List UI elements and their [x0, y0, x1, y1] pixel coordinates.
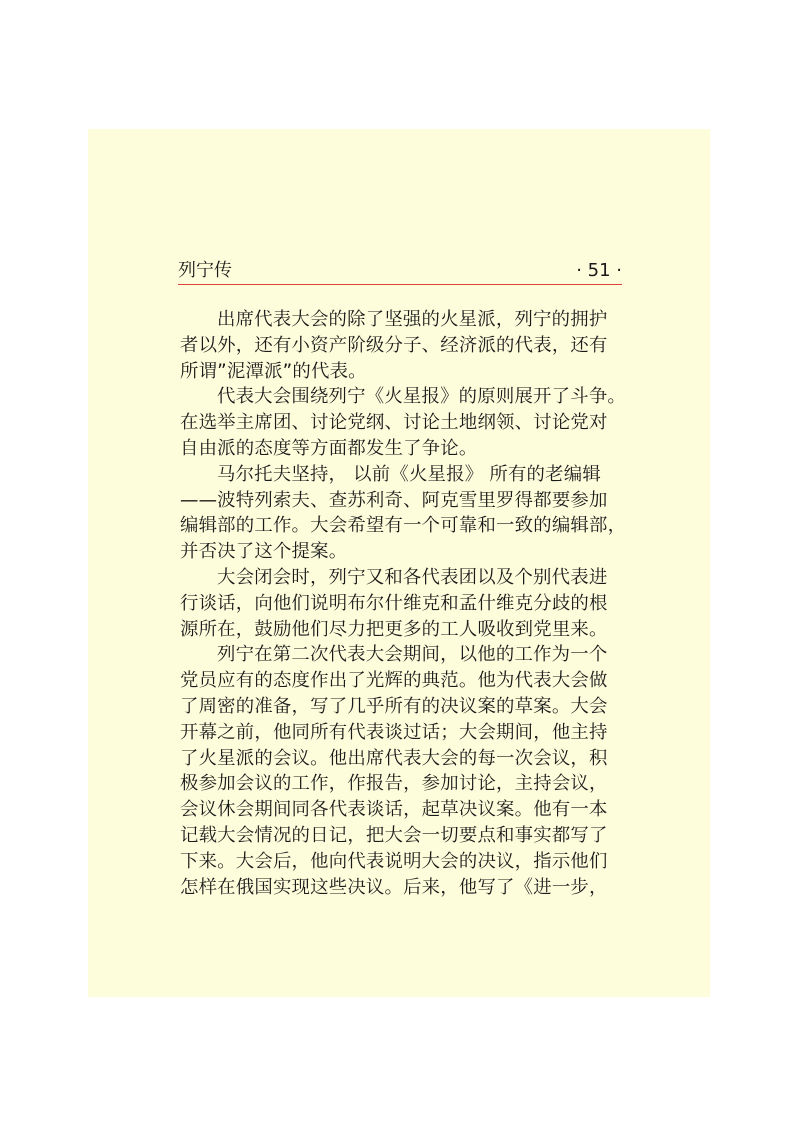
text-line: 了周密的准备，写了几乎所有的决议案的草案。大会	[180, 695, 608, 717]
text-line: 出席代表大会的除了坚强的火星派，列宁的拥护	[217, 309, 608, 330]
text-line: 了火星派的会议。他出席代表大会的每一次会议，积	[180, 747, 608, 769]
text-line: 并否决了这个提案。	[180, 541, 348, 563]
text-line: 所谓”泥潭派”的代表。	[180, 360, 367, 382]
text-line: 源所在，鼓励他们尽力把更多的工人吸收到党里来。	[180, 618, 608, 640]
running-header	[178, 258, 622, 285]
text-line: 自由派的态度等方面都发生了争论。	[180, 437, 478, 459]
text-line: 马尔托夫坚持， 以前《火星报》 所有的老编辑	[217, 463, 601, 485]
text-line: 怎样在俄国实现这些决议。后来，他写了《进一步，	[180, 876, 608, 898]
book-title: 列宁传	[178, 260, 232, 281]
text-line: 列宁在第二次代表大会期间，以他的工作为一个	[217, 644, 608, 666]
text-line: 代表大会围绕列宁《火星报》的原则展开了斗争。	[217, 386, 626, 408]
text-line: ——波特列索夫、查苏利奇、阿克雪里罗得都要参加	[180, 489, 608, 511]
text-line: 开幕之前，他同所有代表谈过话；大会期间，他主持	[180, 721, 608, 743]
text-line: 大会闭会时，列宁又和各代表团以及个别代表进	[217, 566, 608, 588]
page-number: · 51 ·	[576, 260, 622, 281]
text-line: 行谈话，向他们说明布尔什维克和孟什维克分歧的根	[180, 592, 608, 614]
text-line: 者以外，还有小资产阶级分子、经济派的代表，还有	[180, 334, 608, 356]
text-line: 极参加会议的工作，作报告，参加讨论，主持会议，	[180, 773, 608, 795]
body-text	[180, 307, 627, 900]
text-line: 在选举主席团、讨论党纲、讨论土地纲领、讨论党对	[180, 412, 608, 434]
text-line: 会议休会期间同各代表谈话，起草决议案。他有一本	[180, 799, 608, 821]
text-line: 下来。大会后，他向代表说明大会的决议，指示他们	[180, 850, 608, 872]
text-line: 编辑部的工作。大会希望有一个可靠和一致的编辑部，	[180, 515, 627, 537]
text-line: 记载大会情况的日记，把大会一切要点和事实都写了	[180, 824, 608, 846]
text-line: 党员应有的态度作出了光辉的典范。他为代表大会做	[180, 670, 608, 692]
